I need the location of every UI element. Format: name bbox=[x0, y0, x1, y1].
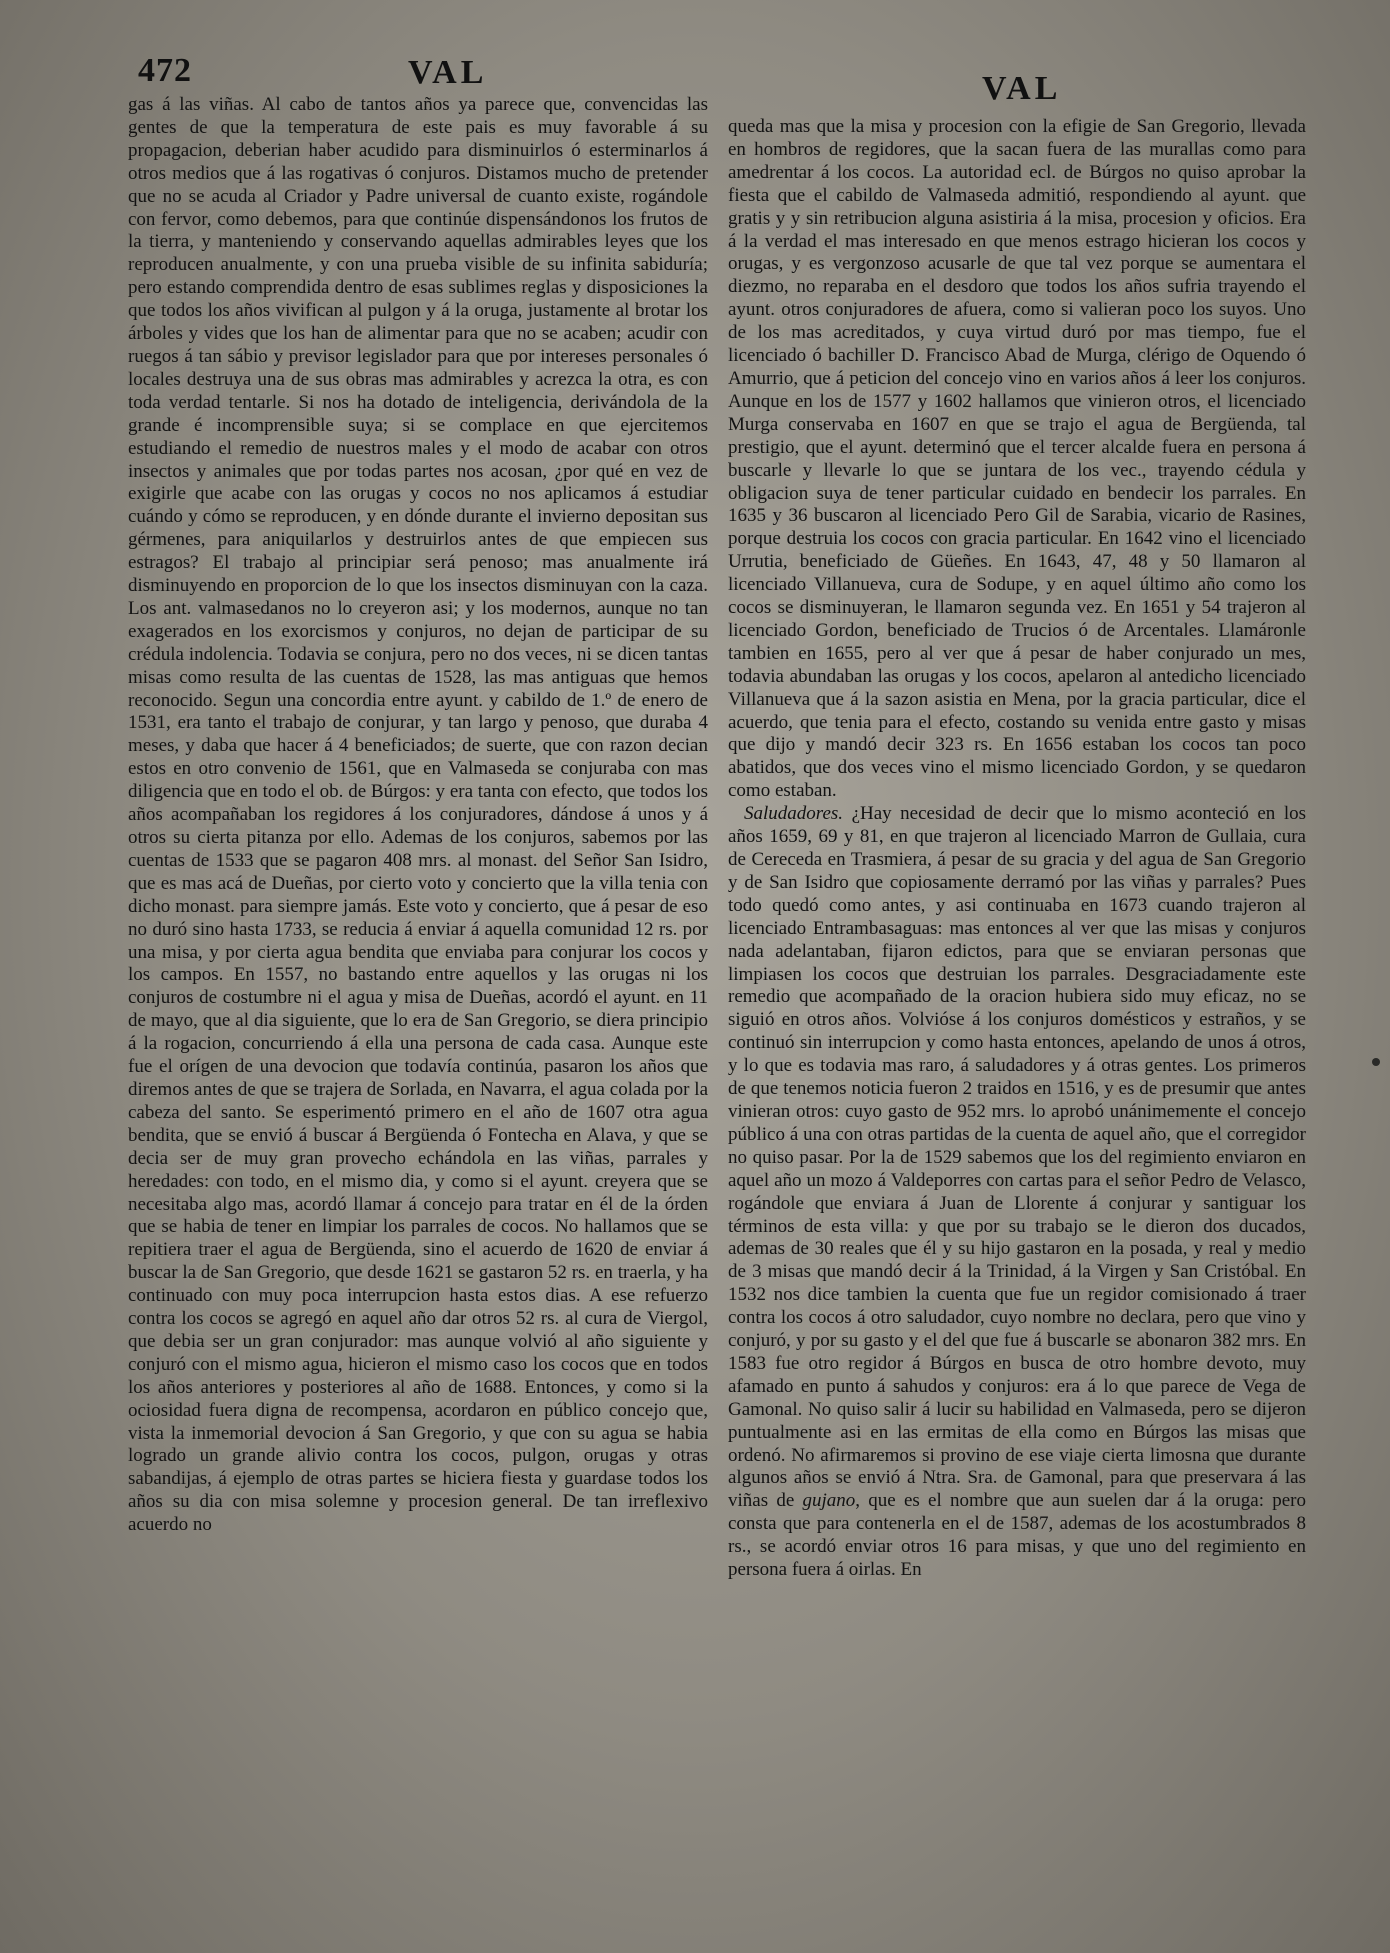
right-column-paragraph-1: queda mas que la misa y procesion con la efigie de San Gregorio, llevada en hombros de regidores, que la sacan fuera de las murallas como para amedrentar á los cocos. La autoridad ecl. de Búrgos no quiso aprobar la fiesta que el cabildo de Valmaseda admitió, respondiendo al ayunt. que gratis y y sin retribucion alguna asistiria á la misa, procesion y oficios. Era á la verdad el mas interesado en que menos estrago hicieran los cocos y orugas, y es vergonzoso acusarle de que tal vez porque se aumentara el diezmo, no reparaba en el desdoro que todos los años sufria trayendo el ayunt. otros conjuradores de afuera, como si valieran poco los suyos. Uno de los mas acreditados, y cuya virtud duró por mas tiempo, fue el licenciado ó bachiller D. Francisco Abad de Murga, clérigo de Oquendo ó Amurrio, que á peticion del concejo vino en varios años á leer los conjuros. Aunque en los de 1577 y 1602 hallamos que vinieron otros, el licenciado Murga conservaba en 1607 en que se trajo el agua de Bergüenda, tal prestigio, que el ayunt. determinó que el tercer alcalde fuera en persona á buscarle y llevarle lo que se juntara de los vec., trayendo cédula y obligacion suya de tener particular cuidado en bendecir los parrales. En 1635 y 36 buscaron al licenciado Pero Gil de Sarabia, vicario de Rasines, porque destruia los cocos con gracia particular. En 1642 vino el licenciado Urrutia, beneficiado de Güeñes. En 1643, 47, 48 y 50 llamaron al licenciado Villanueva, cura de Sodupe, y en aquel último año como los cocos se disminuyeran, le llamaron segunda vez. En 1651 y 54 trajeron al licenciado Gordon, beneficiado de Trucios ó de Arcentales. Llamáronle tambien en 1655, pero al ver que á pesar de haber conjurado un mes, todavia abundaban las orugas y los cocos, apelaron al antedicho licenciado Villanueva que á la sazon asistia en Mena, por la gracia particular, dice el acuerdo, que tenia para el efecto, costando su venida entre gasto y misas que dijo y mandó decir 323 rs. En 1656 estaban los cocos tan poco abatidos, que dos veces vino el mismo licenciado Gordon, y se quedaron como estaban. bbox=[728, 116, 1306, 802]
page-number: 472 bbox=[138, 52, 192, 89]
left-column-paragraph: gas á las viñas. Al cabo de tantos años ya parece que, convencidas las gentes de que la temperatura de este pais es muy favorable á su propagacion, deberian haber acudido para disminuirlos ó esterminarlos á otros medios que á las rogativas ó conjuros. Distamos mucho de pretender que no se acuda al Criador y Padre universal de cuanto existe, rogándole con fervor, como debemos, para que continúe dispensándonos los frutos de la tierra, y manteniendo y conservando aquellas admirables leyes que los reproducen anualmente, y con una prueba visible de su infinita sabiduría; pero estando comprendida dentro de esas sublimes reglas y disposiciones la que todos los años vivifican al pulgon y á la oruga, justamente al brotar los árboles y vides que los han de alimentar para que no se acaben; acudir con ruegos á tan sábio y previsor legislador para que por intereses personales ó locales destruya una de sus obras mas admirables y acrezca la otra, es con toda verdad tentarle. Si nos ha dotado de inteligencia, derivándola de la grande é incomprensible suya; si se complace en que ejercitemos estudiando el remedio de nuestros males y el modo de acabar con otros insectos y animales que por todas partes nos acosan, ¿por qué en vez de exigirle que acabe con las orugas y cocos no nos aplicamos á estudiar cuándo y cómo se reproducen, y en dónde durante el invierno depositan sus gérmenes, para aniquilarlos y destruirlos antes de que empiecen sus estragos? El trabajo al principiar será penoso; mas anualmente irá disminuyendo en proporcion de lo que los insectos disminuyan con la caza. Los ant. valmasedanos no lo creyeron asi; y los modernos, aunque no tan exagerados en los exorcismos y conjuros, no dejan de participar de su crédula indolencia. Todavia se conjura, pero no dos veces, ni se dicen tantas misas como resulta de las cuentas de 1528, las mas antiguas que hemos reconocido. Segun una concordia entre ayunt. y cabildo de 1.º de enero de 1531, era tanto el trabajo de conjurar, y tan largo y penoso, que duraba 4 meses, y daba que hacer á 4 beneficiados; de suerte, que con razon decian estos en otro convenio de 1561, que en Valmaseda se conjuraba con mas diligencia que en todo el ob. de Búrgos: y era tanta con efecto, que todos los años acompañaban los regidores á los conjuradores, dándose á unos y á otros su cierta pitanza por ello. Ademas de los conjuros, sabemos por las cuentas de 1533 que se pagaron 408 mrs. al monast. del Señor San Isidro, que es mas acá de Dueñas, por cierto voto y concierto que la villa tenia con dicho monast. para siempre jamás. Este voto y concierto, que á pesar de eso no duró sino hasta 1733, se reducia á enviar á aquella comunidad 12 rs. por una misa, y por cierta agua bendita que enviaba para conjurar los cocos y los campos. En 1557, no bastando entre aquellos y las orugas ni los conjuros de costumbre ni el agua y misa de Dueñas, acordó el ayunt. en 11 de mayo, que al dia siguiente, que lo era de San Gregorio, se diera principio á la rogacion, concurriendo á ella una persona de cada casa. Aunque este fue el orígen de una devocion que todavía continúa, pasaron los años que diremos antes de que se trajera de Sorlada, en Navarra, el agua colada por la cabeza del santo. Se esperimentó primero en el año de 1607 otra agua bendita, que se envió á buscar á Bergüenda ó Fontecha en Alava, y que se decia ser de muy gran provecho echándola en las viñas, parrales y heredades: con todo, en el mismo dia, y como si el ayunt. creyera que se necesitaba algo mas, acordó llamar á concejo para tratar en él de la órden que se habia de tener en limpiar los parrales de cocos. No hallamos que se repitiera traer el agua de Bergüenda, sino el acuerdo de 1620 de enviar á buscar la de San Gregorio, que desde 1621 se gastaron 52 rs. en traerla, y ha continuado con muy poca interrupcion hasta estos dias. A ese refuerzo contra los cocos se agregó en aquel año dar otros 52 rs. al cura de Viergol, que debia ser un gran conjurador: mas aunque volvió al año siguiente y conjuró con el mismo agua, hicieron el mismo caso los cocos que en todos los años anteriores y posteriores al año de 1688. Entonces, y como si la ociosidad fuera digna de recompensa, acordaron en público concejo que, vista la inmemorial devocion á San Gregorio, y que con su agua se habia logrado un grande alivio contra los cocos, pulgon, orugas y otras sabandijas, á ejemplo de otras partes se hiciera fiesta y guardase todos los años su dia con misa solemne y procesion general. De tan irreflexivo acuerdo no bbox=[128, 94, 708, 1536]
right-column-paragraph-2 bbox=[728, 803, 1306, 1582]
saludadores-text-end: , que es el nombre que aun suelen dar á la oruga: pero consta que para contenerla en el de 1587, ademas de los acostumbrados 8 rs., se acordó enviar otros 16 para misas, y que uno del regimiento en persona fuera á oirlas. En bbox=[728, 1490, 1306, 1581]
paper-speck bbox=[1372, 1058, 1380, 1066]
running-head-right: VAL bbox=[982, 70, 1062, 107]
saludadores-rubric: Saludadores. bbox=[744, 803, 844, 825]
saludadores-text: ¿Hay necesidad de decir que lo mismo aconteció en los años 1659, 69 y 81, en que trajeron al licenciado Marron de Gullaia, cura de Cereceda en Trasmiera, á pesar de su gracia y del agua de San Gregorio y de San Isidro que copiosamente derramó por las viñas y parrales? Pues todo quedó como antes, y asi continuaba en 1673 cuando trajeron al licenciado Entrambasaguas: mas entonces al ver que las misas y conjuros nada adelantaban, fijaron edictos, para que se enviaran personas que limpiasen los cocos que destruian los parrales. Desgraciadamente este remedio que acompañado de la oracion hubiera sido muy eficaz, no se siguió en otros años. Volvióse á los conjuros domésticos y estraños, y se continuó sin interrupcion y como hasta entonces, apelando de unos á otros, y lo que es todavia mas raro, á saludadores y á otras gentes. Los primeros de que tenemos noticia fueron 2 traidos en 1516, y es de presumir que antes vinieran otros: cuyo gasto de 952 mrs. lo aprobó unánimemente el concejo público á una con otras partidas de la cuenta de aquel año, que el corregidor no quiso pasar. Por la de 1529 sabemos que los del regimiento enviaron en aquel año un mozo á Valdeporres con cartas para el señor Pedro de Velasco, rogándole que enviara á Juan de Llorente á conjurar y santiguar los términos de esta villa: y que por su trabajo se le dieron dos ducados, ademas de 30 reales que él y su hijo gastaron en la posada, y real y medio de 3 misas que mandó decir á la Trinidad, á la Virgen y San Cristóbal. En 1532 nos dice tambien la cuenta que fue un regidor comisionado á traer contra los cocos á otro saludador, cuyo nombre no declara, pero que vino y conjuró, y por su gasto y el del que fue á buscarle se abonaron 382 mrs. En 1583 fue otro regidor á Búrgos en busca de otro hombre devoto, muy afamado en punto á sahudos y conjuros: era á lo que parece de Vega de Gamonal. No quiso salir á lucir su habilidad en Valmaseda, pero se dijeron puntualmente asi en las ermitas de ella como en Búrgos las misas que ordenó. No afirmaremos si provino de ese viaje cierta limosna que durante algunos años se envió á Ntra. Sra. de Gamonal, para que preservara á las viñas de bbox=[728, 803, 1306, 1512]
left-column bbox=[128, 94, 708, 1864]
right-column bbox=[728, 116, 1306, 1886]
running-head-left: VAL bbox=[408, 54, 488, 91]
gujano-italic-word: gujano bbox=[802, 1490, 856, 1512]
